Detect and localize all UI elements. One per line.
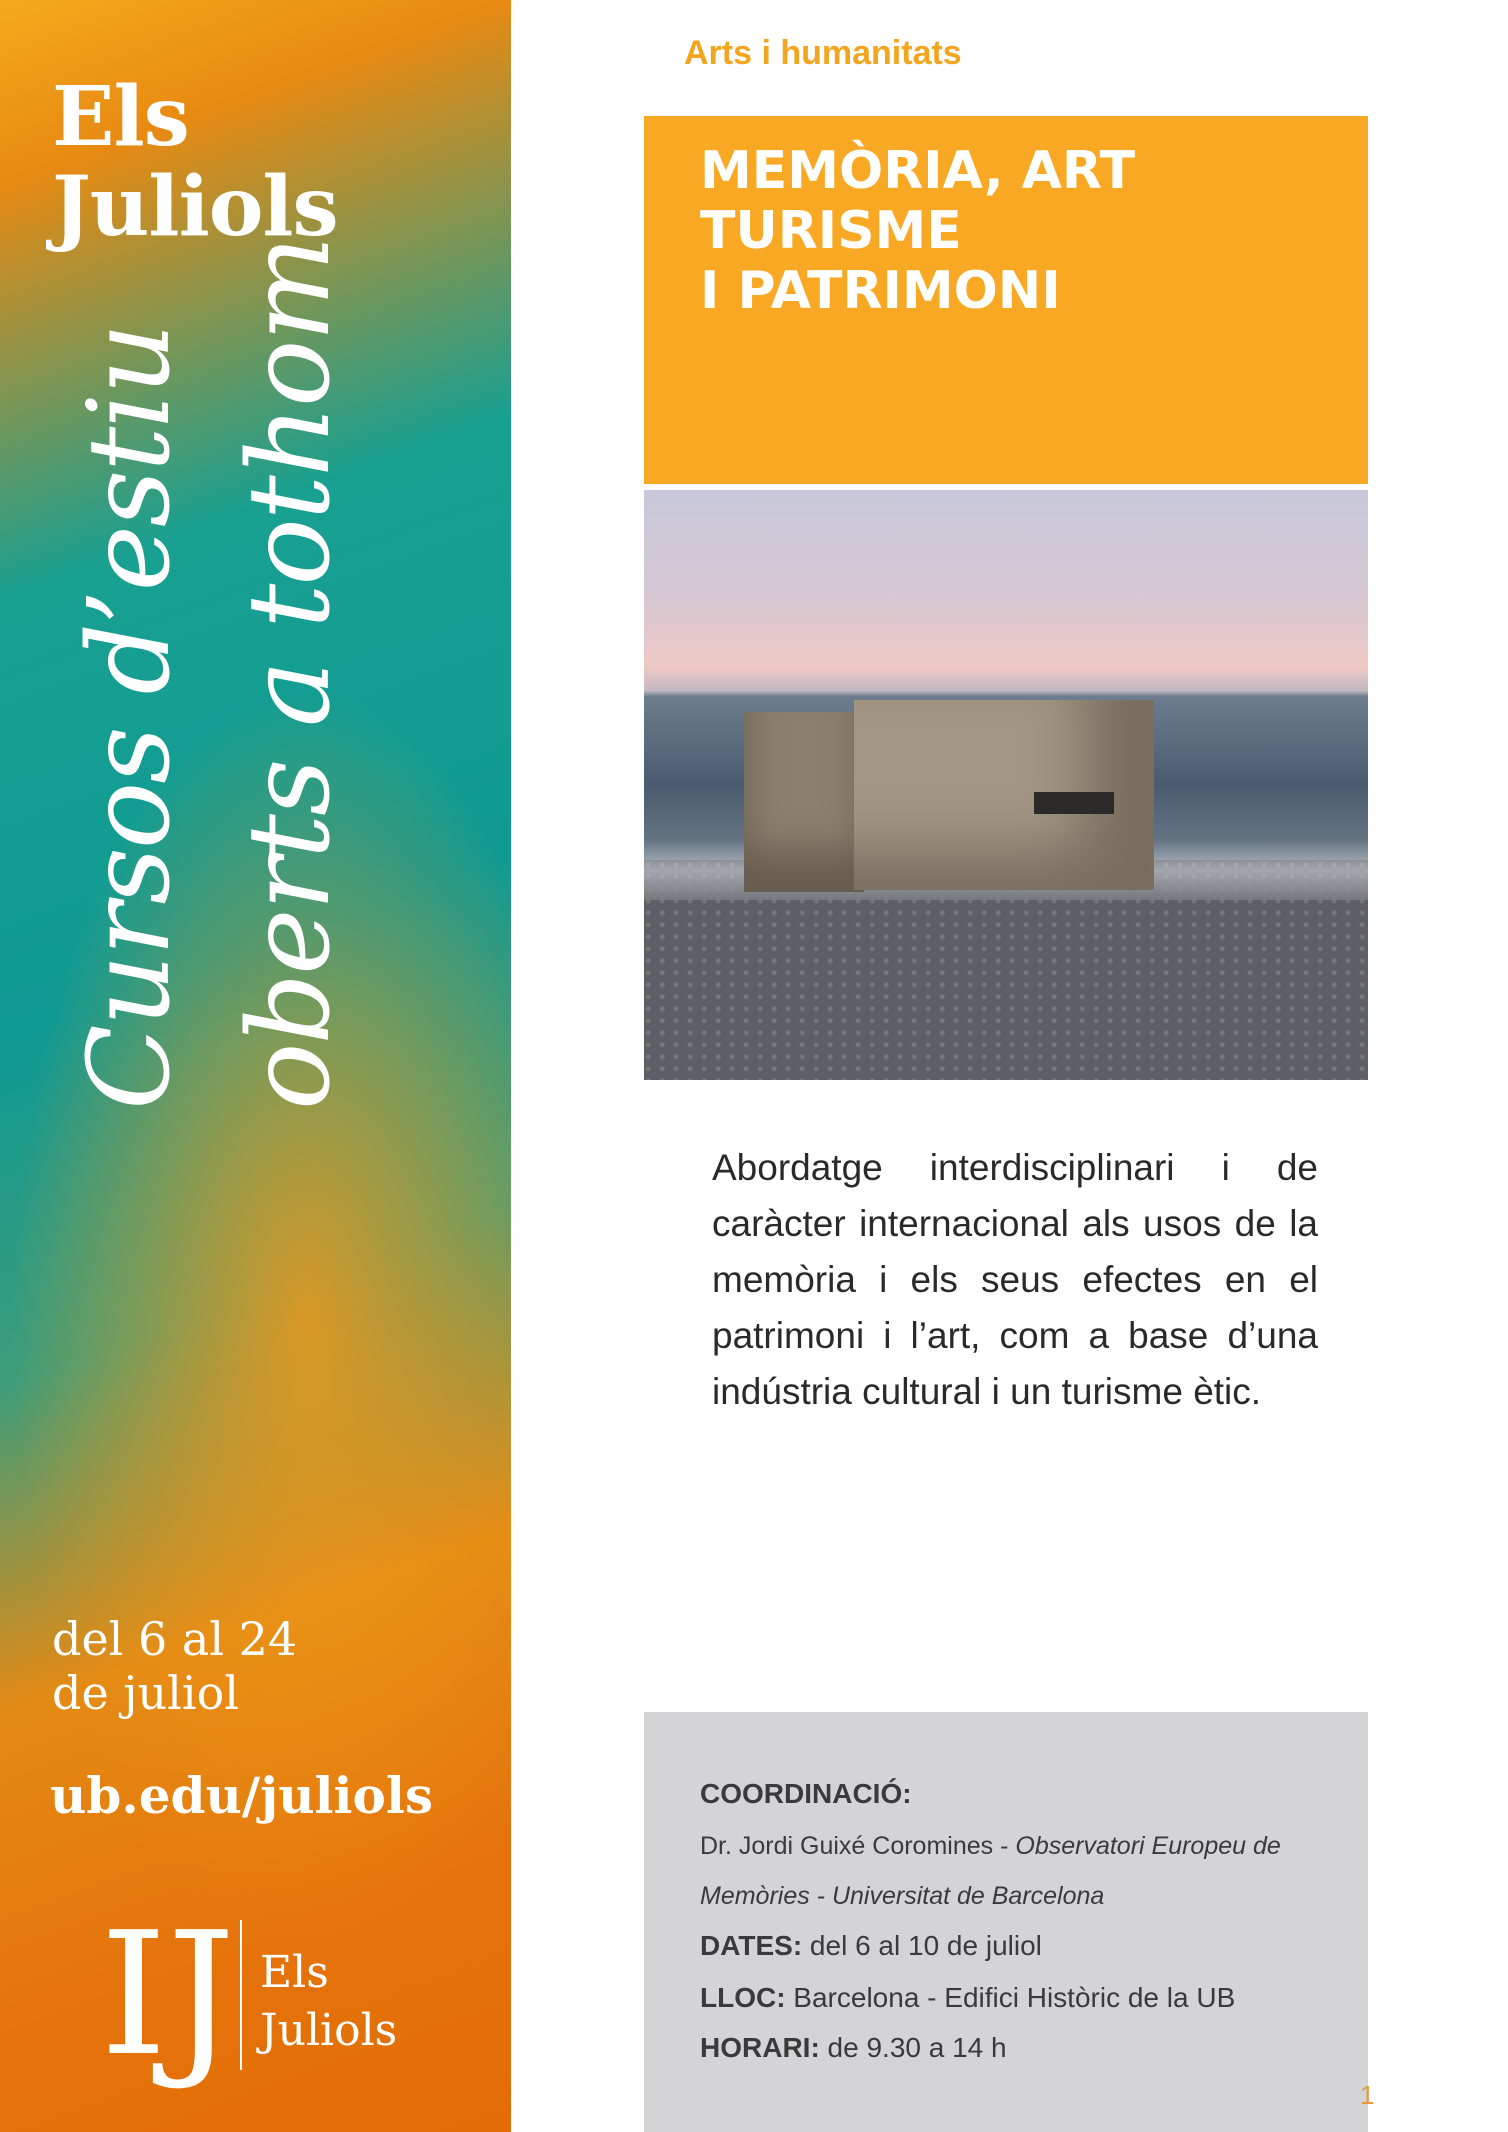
banner-title-line1: Els — [52, 69, 189, 165]
schedule-row — [700, 2032, 1007, 2064]
course-title-line2: TURISME — [700, 201, 962, 261]
course-title-line1: MEMÒRIA, ART — [700, 141, 1136, 201]
place-row — [700, 1982, 1235, 2014]
promo-banner — [0, 0, 511, 2132]
logo-divider — [240, 1920, 242, 2070]
banner-vertical-slogan — [50, 30, 450, 1110]
logo-text — [260, 1944, 397, 2060]
coordination-label: COORDINACIÓ: — [700, 1778, 912, 1809]
dates-row — [700, 1930, 1042, 1962]
page-number: 1 — [1360, 2080, 1375, 2110]
banner-dates — [52, 1612, 297, 1720]
slogan-line1: Cursos d’estiu — [65, 324, 195, 1110]
bunker-embrasure — [1034, 792, 1114, 814]
schedule-value: de 9.30 a 14 h — [819, 2032, 1007, 2063]
coordinator-affiliation-line1: Observatori Europeu de — [1015, 1832, 1281, 1860]
els-juliols-logo — [100, 1896, 460, 2094]
coordinator-affiliation-line2: Memòries - Universitat de Barcelona — [700, 1882, 1105, 1910]
course-info-box — [644, 1712, 1368, 2132]
bunker-beach-photo — [644, 490, 1368, 1080]
banner-dates-line2: de juliol — [52, 1666, 240, 1720]
banner-title-line2: Juliols — [52, 159, 338, 255]
schedule-label: HORARI: — [700, 2032, 820, 2063]
logo-mark: IJ — [100, 1896, 236, 2094]
banner-dates-line1: del 6 al 24 — [52, 1612, 298, 1666]
slogan-line2: oberts a tothom — [225, 237, 355, 1110]
concrete-bunker — [744, 700, 1154, 900]
place-value: Barcelona - Edifici Històric de la UB — [785, 1982, 1236, 2013]
category-label: Arts i humanitats — [684, 34, 962, 72]
course-title-line3: I PATRIMONI — [700, 261, 1061, 321]
logo-text-line2: Juliols — [260, 2005, 398, 2056]
coordinator-line — [700, 1832, 1281, 1861]
bunker-left-block — [744, 712, 864, 892]
course-description: Abordatge interdisciplinari i de caràcter internacional als usos de la memòria i els seus efectes en el patrimoni i l’art, com a base d’una indústria cultural i un turisme ètic. — [712, 1147, 1318, 1412]
coordinator-name: Dr. Jordi Guixé Coromines - — [700, 1832, 1016, 1860]
logo-text-line1: Els — [260, 1947, 329, 1998]
course-title-box — [644, 116, 1368, 484]
dates-label: DATES: — [700, 1930, 803, 1961]
place-label: LLOC: — [700, 1982, 786, 2013]
banner-url: ub.edu/juliols — [50, 1766, 434, 1825]
dates-value: del 6 al 10 de juliol — [802, 1930, 1042, 1961]
